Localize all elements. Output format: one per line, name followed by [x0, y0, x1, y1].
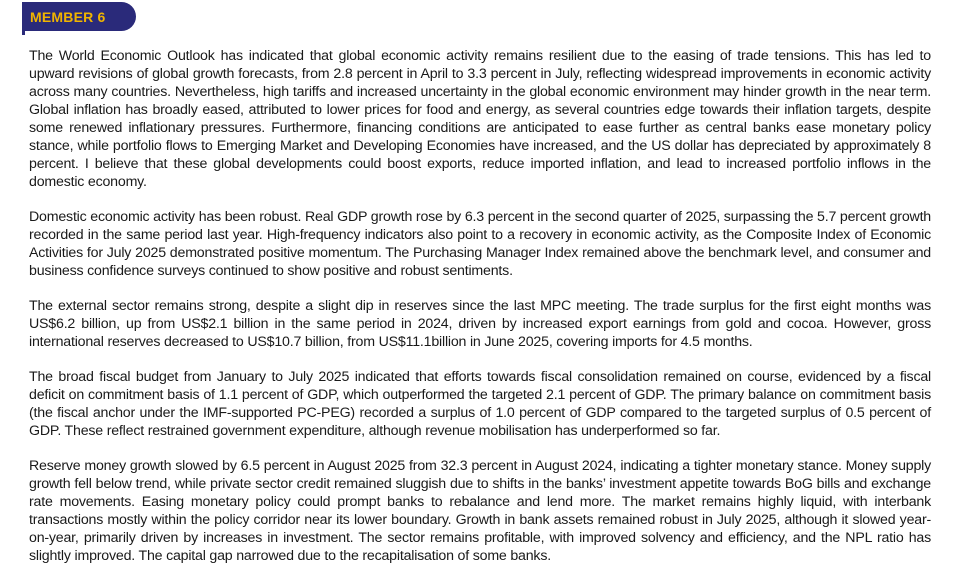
paragraph-domestic-activity: Domestic economic activity has been robust. Real GDP growth rose by 6.3 percent in the second quarter of 2025, surpassing the 5.7 percent growth recorded in the same period last year. High-frequency indicators also point to a recovery in economic activity, as the Composite Index of Economic Activities for July 2025 demonstrated positive momentum. The Purchasing Manager Index remained above the benchmark level, and consumer and business confidence surveys continued to show positive and robust sentiments. [29, 209, 931, 279]
paragraph-fiscal-budget: The broad fiscal budget from January to July 2025 indicated that efforts towards fiscal consolidation remained on course, evidenced by a fiscal deficit on commitment basis of 1.1 percent of GDP, which outperformed the targeted 2.1 percent of GDP. The primary balance on commitment basis (the fiscal anchor under the IMF-supported PC-PEG) recorded a surplus of 1.0 percent of GDP compared to the targeted surplus of 0.5 percent of GDP. These reflect restrained government expenditure, although revenue mobilisation has underperformed so far. [29, 369, 931, 439]
section-header-label: MEMBER 6 [30, 8, 106, 25]
paragraph-monetary-financial: Reserve money growth slowed by 6.5 percent in August 2025 from 32.3 percent in August 2024, indicating a tighter monetary stance. Money supply growth fell below trend, while private sector credit remained sluggish due to shifts in the banks’ investment appetite towards BoG bills and exchange rate movements. Easing monetary policy could prompt banks to rebalance and lend more. The market remains highly liquid, with interbank transactions mostly within the policy corridor near its lower boundary. Growth in bank assets remained robust in July 2025, although it slowed year-on-year, primarily driven by increases in investment. The sector remains profitable, with improved solvency and efficiency, and the NPL ratio has slightly improved. The capital gap narrowed due to the recapitalisation of some banks. [29, 458, 931, 564]
paragraph-external-sector: The external sector remains strong, despite a slight dip in reserves since the last MPC meeting. The trade surplus for the first eight months was US$6.2 billion, up from US$2.1 billion in the same period in 2024, driven by increased export earnings from gold and cocoa. However, gross international reserves decreased to US$10.7 billion, from US$11.1billion in June 2025, covering imports for 4.5 months. [29, 298, 931, 350]
section-header-tab [22, 2, 136, 31]
document-body [29, 47, 931, 582]
paragraph-global-outlook: The World Economic Outlook has indicated that global economic activity remains resilient due to the easing of trade tensions. This has led to upward revisions of global growth forecasts, from 2.8 percent in April to 3.3 percent in July, reflecting widespread improvements in economic activity across many countries. Nevertheless, high tariffs and increased uncertainty in the global economic environment may hinder growth in the near term. Global inflation has broadly eased, attributed to lower prices for food and energy, as several countries edge towards their inflation targets, despite some renewed inflationary pressures. Furthermore, financing conditions are anticipated to ease further as central banks ease monetary policy stance, while portfolio flows to Emerging Market and Developing Economies have increased, and the US dollar has depreciated by approximately 8 percent. I believe that these global developments could boost exports, reduce imported inflation, and lead to increased portfolio inflows in the domestic economy. [29, 48, 931, 190]
header-rule [22, 31, 25, 35]
